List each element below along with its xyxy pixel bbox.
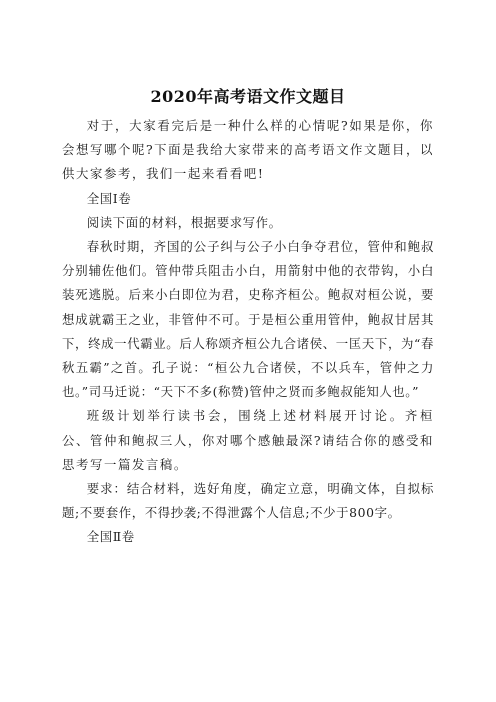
intro-paragraph: 对于，大家看完后是一种什么样的心情呢?如果是你，你会想写哪个呢?下面是我给大家带来的高考语文作文题目，以供大家参考，我们一起来看看吧! (62, 118, 434, 182)
task-paragraph: 班级计划举行读书会，围绕上述材料展开讨论。齐桓公、管仲和鲍叔三人，你对哪个感触最深?请结合你的感受和思考写一篇发言稿。 (62, 408, 434, 472)
section-heading-paper-1: 全国Ⅰ卷 (86, 190, 132, 206)
requirements-paragraph: 要求：结合材料，选好角度，确定立意，明确文体，自拟标题;不要套作，不得抄袭;不得泄露个人信息;不少于800字。 (62, 481, 434, 521)
material-paragraph: 春秋时期，齐国的公子纠与公子小白争夺君位，管仲和鲍叔分别辅佐他们。管仲带兵阻击小白，用箭射中他的衣带钩，小白装死逃脱。后来小白即位为君，史称齐桓公。鲍叔对桓公说，要想成就霸王之业，非管仲不可。于是桓公重用管仲，鲍叔甘居其下，终成一代霸业。后人称颂齐桓公九合诸侯、一匡天下，为“春秋五霸”之首。孔子说：“桓公九合诸侯，不以兵车，管仲之力也。”司马迁说：“天下不多(称赞)管仲之贤而多鲍叔能知人也。” (62, 239, 434, 400)
document-title: 2020年高考语文作文题目 (150, 87, 346, 106)
instruction-paragraph: 阅读下面的材料，根据要求写作。 (86, 214, 282, 230)
section-heading-paper-2: 全国Ⅱ卷 (86, 529, 135, 545)
